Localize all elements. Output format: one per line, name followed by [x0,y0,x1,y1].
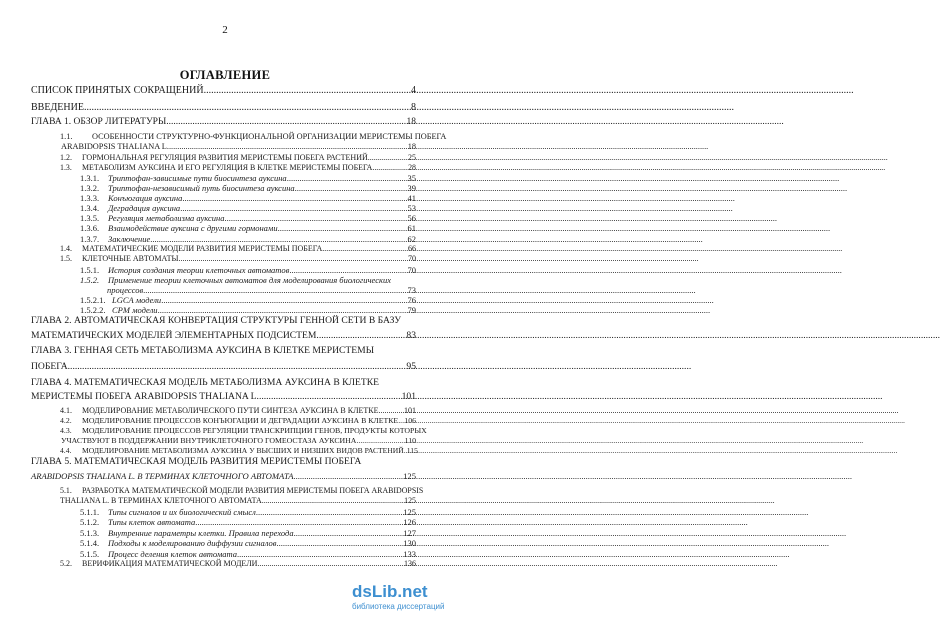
toc-entry[interactable] [80,204,416,213]
toc-entry[interactable] [31,472,416,481]
toc-entry-num: 1.5. [60,254,72,263]
toc-entry-num: 5.1.1. [80,507,100,517]
toc-entry[interactable] [107,286,416,295]
toc-entry-num: 4.1. [60,406,72,415]
toc-entry-title: ГОРМОНАЛЬНАЯ РЕГУЛЯЦИЯ РАЗВИТИЯ МЕРИСТЕМЫ ПОБЕГА РАСТЕНИЙ [82,153,368,162]
toc-entry-page: 115 [406,446,418,455]
toc-entry-page: 70 [408,254,416,263]
toc-entry[interactable] [61,143,416,151]
toc-entry[interactable] [60,164,416,172]
toc-entry-page: 53 [407,203,416,213]
toc-entry-title: МАТЕМАТИЧЕСКИЕ МОДЕЛИ РАЗВИТИЯ МЕРИСТЕМЫ ПОБЕГА [82,244,323,253]
toc-entry-page: 127 [403,528,416,538]
toc-entry[interactable] [60,427,427,435]
toc-entry[interactable] [31,346,374,356]
toc-entry[interactable] [80,266,416,275]
toc-entry-page: 18 [406,117,416,127]
toc-entry-page: 61 [407,223,416,233]
toc-entry-title: Конъюгация ауксина [108,193,183,203]
watermark [352,582,445,616]
toc-entry-num: 5.1.5. [80,549,100,559]
toc-title: ОГЛАВЛЕНИЕ [179,68,271,82]
toc-entry-title: ГЛАВА 4. МАТЕМАТИЧЕСКАЯ МОДЕЛЬ МЕТАБОЛИЗМА АУКСИНА В КЛЕТКЕ [31,377,379,388]
toc-entry-num: 1.3.1. [80,173,100,183]
toc-entry-num: 1.3.6. [80,223,100,233]
toc-entry-page: 83 [406,330,416,341]
toc-entry-title: ПОБЕГА [31,361,68,372]
toc-entry-title: Регуляция метаболизма ауксина [108,213,225,223]
toc-entry-title: CPM модели [112,305,158,315]
page-number: 2 [222,24,228,36]
toc-entry-title: Применение теории клеточных автоматов для моделирования биологических [108,275,391,285]
toc-entry-title: КЛЕТОЧНЫЕ АВТОМАТЫ [82,254,179,263]
toc-entry[interactable] [60,417,416,425]
toc-entry[interactable] [80,276,391,285]
toc-entry-num: 1.2. [60,153,72,162]
toc-entry-num: 1.3.3. [80,193,100,203]
toc-entry-title: История создания теории клеточных автоматов [108,265,290,275]
toc-entry-page: 18 [407,142,416,151]
toc-entry[interactable] [80,214,416,223]
toc-entry-num: 1.5.2.2. [80,305,106,315]
toc-entry[interactable] [80,306,416,315]
toc-entry-num: 1.3.2. [80,183,100,193]
toc-entry-num: 4.4. [60,446,72,455]
toc-entry-page: 66 [408,244,416,253]
toc-entry-title: МАТЕМАТИЧЕСКИХ МОДЕЛЕЙ ЭЛЕМЕНТАРНЫХ ПОДСИСТЕМ [31,330,317,341]
toc-entry-title: РАЗРАБОТКА МАТЕМАТИЧЕСКОЙ МОДЕЛИ РАЗВИТИЯ МЕРИСТЕМЫ ПОБЕГА ARABIDOPSIS [82,486,424,495]
toc-entry-title: LGCA модели [112,295,162,305]
toc-entry-title: МОДЕЛИРОВАНИЕ МЕТАБОЛИЗМА АУКСИНА У ВЫСШИХ И НИЗШИХ ВИДОВ РАСТЕНИЙ [82,446,404,455]
toc-entry[interactable] [80,529,416,538]
toc-entry[interactable] [31,362,416,372]
toc-entry-page: 79 [407,305,416,315]
toc-entry-page: 136 [404,559,416,568]
toc-entry-title: процессов [107,285,144,295]
toc-entry-title: ГЛАВА 1. ОБЗОР ЛИТЕРАТУРЫ [31,117,167,127]
toc-entry-num: 1.3.7. [80,234,100,244]
toc-entry-page: 73 [407,285,416,295]
toc-entry[interactable] [31,86,416,96]
toc-entry[interactable] [31,378,379,388]
toc-entry[interactable] [80,296,416,305]
toc-entry[interactable] [80,550,416,559]
toc-entry-page: 4 [411,85,416,96]
toc-entry-page: 125 [403,507,416,517]
watermark-logo: dsLib.net [352,582,428,601]
toc-entry-num: 5.1.2. [80,517,100,527]
toc-entry[interactable] [80,174,416,183]
toc-entry[interactable] [60,497,416,505]
toc-entry-page: 39 [407,183,416,193]
toc-entry-page: 125 [403,471,416,481]
toc-entry-num: 5.1.3. [80,528,100,538]
toc-entry-title: ОСОБЕННОСТИ СТРУКТУРНО-ФУНКЦИОНАЛЬНОЙ ОРГАНИЗАЦИИ МЕРИСТЕМЫ ПОБЕГА [92,132,447,141]
toc-entry[interactable] [31,316,401,326]
toc-entry[interactable] [80,508,416,517]
toc-entry-title: Внутренние параметры клетки. Правила перехода [108,528,294,538]
toc-entry-num: 1.1. [60,132,73,141]
toc-entry-page: 56 [407,213,416,223]
toc-entry[interactable] [31,392,416,402]
toc-entry[interactable] [80,224,416,233]
toc-entry-title: Подходы к моделированию диффузии сигналов [108,538,277,548]
toc-entry-title: THALIANA L. В ТЕРМИНАХ КЛЕТОЧНОГО АВТОМАТА [60,496,262,505]
toc-entry-page: 62 [407,234,416,244]
toc-entry-page: 125 [404,496,416,505]
toc-entry[interactable] [60,487,423,495]
toc-entry-title: Деградация ауксина [108,203,181,213]
toc-entry-title: МОДЕЛИРОВАНИЕ ПРОЦЕССОВ РЕГУЛЯЦИИ ТРАНСКРИПЦИИ ГЕНОВ, ПРОДУКТЫ КОТОРЫХ [82,426,427,435]
toc-entry-num: 4.2. [60,416,72,425]
toc-entry-page: 35 [407,173,416,183]
table-of-contents [0,0,450,619]
toc-entry[interactable] [60,407,416,415]
toc-entry-page: 101 [401,391,416,402]
toc-entry-title: Заключение [108,234,151,244]
toc-entry[interactable] [60,245,416,253]
toc-entry-num: 5.2. [60,559,72,568]
toc-entry-title: ВВЕДЕНИЕ [31,102,84,113]
toc-entry[interactable] [60,133,446,141]
toc-entry-num: 1.3.4. [80,203,100,213]
toc-entry[interactable] [80,235,416,244]
toc-entry-title: Триптофан-независимый путь биосинтеза ауксина [108,183,295,193]
toc-entry-page: 70 [407,265,416,275]
toc-entry[interactable] [60,154,416,162]
toc-entry-title: ГЛАВА 3. ГЕННАЯ СЕТЬ МЕТАБОЛИЗМА АУКСИНА В КЛЕТКЕ МЕРИСТЕМЫ [31,345,375,356]
toc-entry[interactable] [31,118,416,128]
toc-entry-num: 1.5.2. [80,275,100,285]
toc-entry-title: МЕРИСТЕМЫ ПОБЕГА ARABIDOPSIS THALIANA L. [31,391,259,402]
toc-entry-title: Процесс деления клеток автомата [108,549,238,559]
toc-entry[interactable] [60,447,416,455]
toc-entry-num: 1.3.5. [80,213,100,223]
toc-entry-num: 1.3. [60,163,72,172]
toc-entry-title: МОДЕЛИРОВАНИЕ МЕТАБОЛИЧЕСКОГО ПУТИ СИНТЕЗА АУКСИНА В КЛЕТКЕ [82,406,379,415]
toc-entry-page: 8 [411,102,416,113]
toc-entry-num: 1.4. [60,244,72,253]
toc-entry-title: ВЕРИФИКАЦИЯ МАТЕМАТИЧЕСКОЙ МОДЕЛИ [82,559,258,568]
toc-entry-title: ARABIDOPSIS THALIANA L. [61,142,169,151]
watermark-subtitle: библиотека диссертаций [352,602,445,611]
toc-entry-title: ARABIDOPSIS THALIANA L. В ТЕРМИНАХ КЛЕТОЧНОГО АВТОМАТА [31,471,294,481]
toc-entry[interactable] [80,184,416,193]
toc-entry-page: 101 [404,406,416,415]
toc-entry[interactable] [61,437,416,445]
toc-entry[interactable] [31,331,416,341]
toc-entry[interactable] [31,103,416,113]
toc-entry[interactable] [60,255,416,263]
toc-entry-title: УЧАСТВУЮТ В ПОДДЕРЖАНИИ ВНУТРИКЛЕТОЧНОГО ГОМЕОСТАЗА АУКСИНА [61,436,357,445]
toc-entry-num: 5.1. [60,486,72,495]
toc-entry-title: Взаимодействие ауксина с другими гормонами [108,223,278,233]
toc-entry[interactable] [31,457,361,467]
toc-entry-page: 76 [407,295,416,305]
toc-entry-title: Триптофан-зависимые пути биосинтеза ауксина [108,173,287,183]
toc-entry-page: 133 [403,549,416,559]
toc-entry-page: 41 [407,193,416,203]
toc-entry-title: ГЛАВА 5. МАТЕМАТИЧЕСКАЯ МОДЕЛЬ РАЗВИТИЯ МЕРИСТЕМЫ ПОБЕГА [31,456,362,467]
toc-entry-title: МОДЕЛИРОВАНИЕ ПРОЦЕССОВ КОНЪЮГАЦИИ И ДЕГРАДАЦИИ АУКСИНА В КЛЕТКЕ [82,416,399,425]
toc-entry[interactable] [60,560,416,568]
toc-entry-num: 4.3. [60,426,72,435]
toc-entry[interactable] [80,539,416,548]
toc-entry-title: МЕТАБОЛИЗМ АУКСИНА И ЕГО РЕГУЛЯЦИЯ В КЛЕТКЕ МЕРИСТЕМЫ ПОБЕГА [82,163,373,172]
toc-entry-num: 5.1.4. [80,538,100,548]
toc-entry-page: 95 [406,361,416,372]
toc-entry-page: 126 [403,517,416,527]
toc-entry-page: 25 [408,153,416,162]
toc-entry[interactable] [80,518,416,527]
toc-entry-title: Типы клеток автомата [108,517,196,527]
toc-entry-title: Типы сигналов и их биологический смысл [108,507,256,517]
toc-entry-page: 130 [403,538,416,548]
toc-entry-page: 28 [408,163,416,172]
toc-entry-title: СПИСОК ПРИНЯТЫХ СОКРАЩЕНИЙ [31,85,204,96]
toc-entry-num: 1.5.2.1. [80,295,106,305]
toc-entry-page: 110 [404,436,416,445]
toc-entry-num: 1.5.1. [80,265,100,275]
toc-entry-title: ГЛАВА 2. АВТОМАТИЧЕСКАЯ КОНВЕРТАЦИЯ СТРУКТУРЫ ГЕННОЙ СЕТИ В БАЗУ [31,315,402,326]
toc-entry[interactable] [80,194,416,203]
toc-entry-page: 106 [404,416,416,425]
